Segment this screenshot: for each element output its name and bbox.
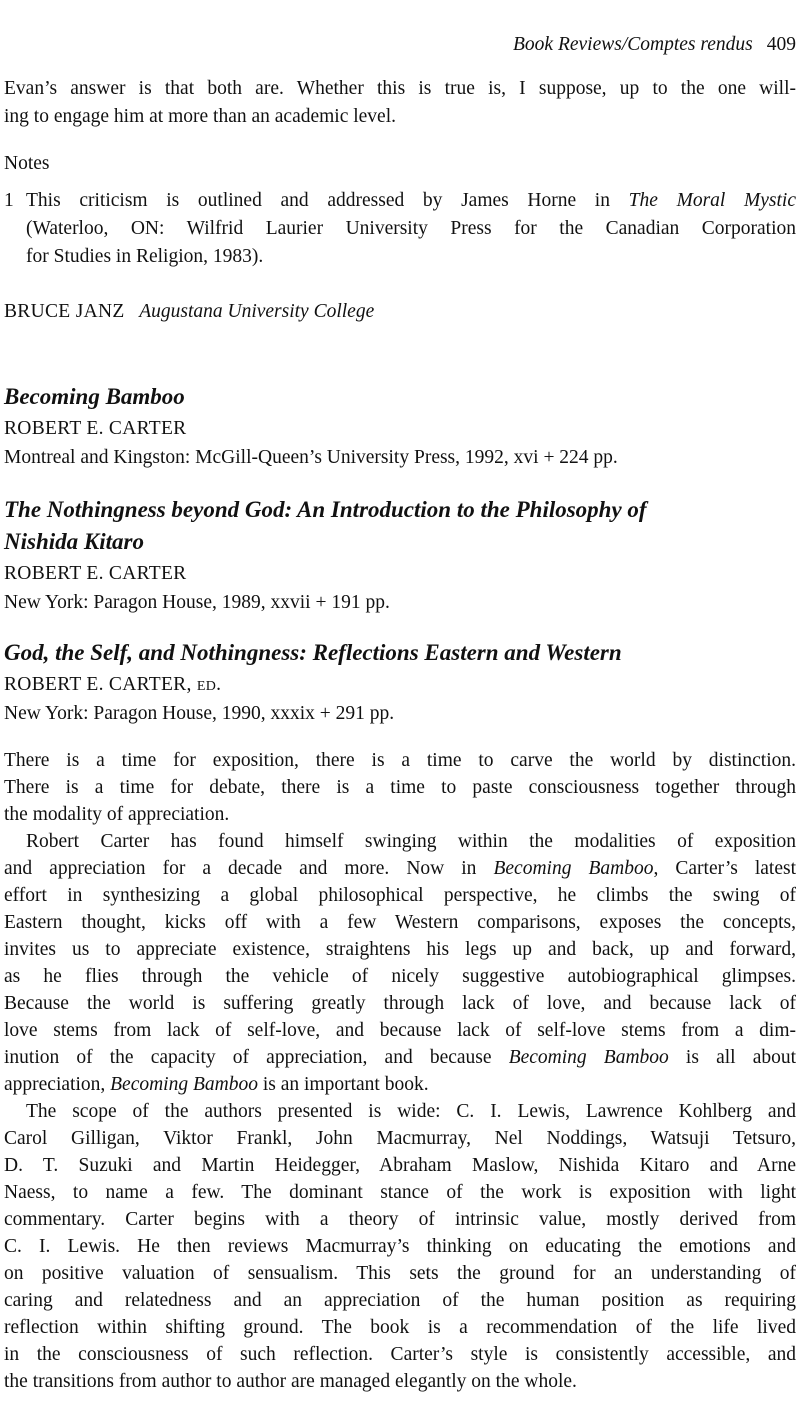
book-publication: New York: Paragon House, 1989, xxvii + 191 pp. xyxy=(4,592,390,613)
body-line: love stems from lack of self-love, and because lack of self-love stems from a dim- xyxy=(4,1020,796,1041)
book-title: God, the Self, and Nothingness: Reflections Eastern and Western xyxy=(4,640,622,665)
reviewer-signature xyxy=(4,299,374,325)
running-header xyxy=(513,32,796,58)
reviewer-name: BRUCE JANZ xyxy=(4,301,125,322)
body-line: caring and relatedness and an appreciation of the human position as requiring xyxy=(4,1290,796,1311)
book-title: Becoming Bamboo xyxy=(4,384,185,409)
body-line: commentary. Carter begins with a theory of intrinsic value, mostly derived from xyxy=(4,1209,796,1230)
body-line: in the consciousness of such reflection. Carter’s style is consistently accessible, and xyxy=(4,1344,796,1365)
note-text: (Waterloo, ON: Wilfrid Laurier University Press for the Canadian Corporation xyxy=(26,218,796,239)
body-line: inution of the capacity of appreciation, and because Becoming Bamboo is all about xyxy=(4,1047,797,1068)
book-title-ref: Becoming Bamboo xyxy=(508,1047,669,1068)
book-author: ROBERT E. CARTER xyxy=(4,563,187,584)
book-title: Nishida Kitaro xyxy=(4,529,144,554)
notes-heading: Notes xyxy=(4,153,50,174)
body-line: invites us to appreciate existence, straightens his legs up and back, up and forward, xyxy=(4,939,796,960)
body-line: C. I. Lewis. He then reviews Macmurray’s thinking on educating the emotions and xyxy=(4,1236,796,1257)
book-title: The Nothingness beyond God: An Introduction to the Philosophy of xyxy=(4,497,647,522)
body-line: Eastern thought, kicks off with a few Western comparisons, exposes the concepts, xyxy=(4,912,796,933)
page-number: 409 xyxy=(766,34,796,55)
body-line: Naess, to name a few. The dominant stance of the work is exposition with light xyxy=(4,1182,796,1203)
body-line: Robert Carter has found himself swinging within the modalities of exposition xyxy=(26,831,796,852)
book-publication: Montreal and Kingston: McGill-Queen’s University Press, 1992, xvi + 224 pp. xyxy=(4,447,618,468)
prev-review-line: Evan’s answer is that both are. Whether this is true is, I suppose, up to the one will- xyxy=(4,78,796,99)
body-line: the modality of appreciation. xyxy=(4,804,230,825)
note-number: 1 xyxy=(4,190,14,211)
book-publication: New York: Paragon House, 1990, xxxix + 291 pp. xyxy=(4,703,395,724)
body-line: on positive valuation of sensualism. This sets the ground for an understanding of xyxy=(4,1263,796,1284)
prev-review-line: ing to engage him at more than an academic level. xyxy=(4,106,397,127)
body-line: effort in synthesizing a global philosophical perspective, he climbs the swing of xyxy=(4,885,796,906)
note-text: This criticism is outlined and addressed by James Horne in The Moral Mystic xyxy=(26,190,796,211)
body-line: as he flies through the vehicle of nicely suggestive autobiographical glimpses. xyxy=(4,966,796,987)
body-line: D. T. Suzuki and Martin Heidegger, Abraham Maslow, Nishida Kitaro and Arne xyxy=(4,1155,796,1176)
body-line: The scope of the authors presented is wide: C. I. Lewis, Lawrence Kohlberg and xyxy=(26,1101,796,1122)
note-book-title: The Moral Mystic xyxy=(628,190,796,211)
body-line: There is a time for exposition, there is a time to carve the world by distinction. xyxy=(4,750,796,771)
book-author: ROBERT E. CARTER, ed. xyxy=(4,674,222,695)
body-line: the transitions from author to author are managed elegantly on the whole. xyxy=(4,1371,577,1392)
body-line: There is a time for debate, there is a time to paste consciousness together through xyxy=(4,777,796,798)
book-author: ROBERT E. CARTER xyxy=(4,418,187,439)
body-line: reflection within shifting ground. The book is a recommendation of the life lived xyxy=(4,1317,796,1338)
note-text: for Studies in Religion, 1983). xyxy=(26,246,264,267)
running-title: Book Reviews/Comptes rendus xyxy=(513,34,753,55)
body-line: Because the world is suffering greatly through lack of love, and because lack of xyxy=(4,993,796,1014)
reviewer-affiliation: Augustana University College xyxy=(139,301,375,322)
book-title-ref: Becoming Bamboo xyxy=(493,858,654,879)
body-line: and appreciation for a decade and more. Now in Becoming Bamboo, Carter’s latest xyxy=(4,858,797,879)
book-title-ref: Becoming Bamboo xyxy=(110,1074,258,1095)
body-line: Carol Gilligan, Viktor Frankl, John Macmurray, Nel Noddings, Watsuji Tetsuro, xyxy=(4,1128,796,1149)
body-line: appreciation, Becoming Bamboo is an important book. xyxy=(4,1074,429,1095)
